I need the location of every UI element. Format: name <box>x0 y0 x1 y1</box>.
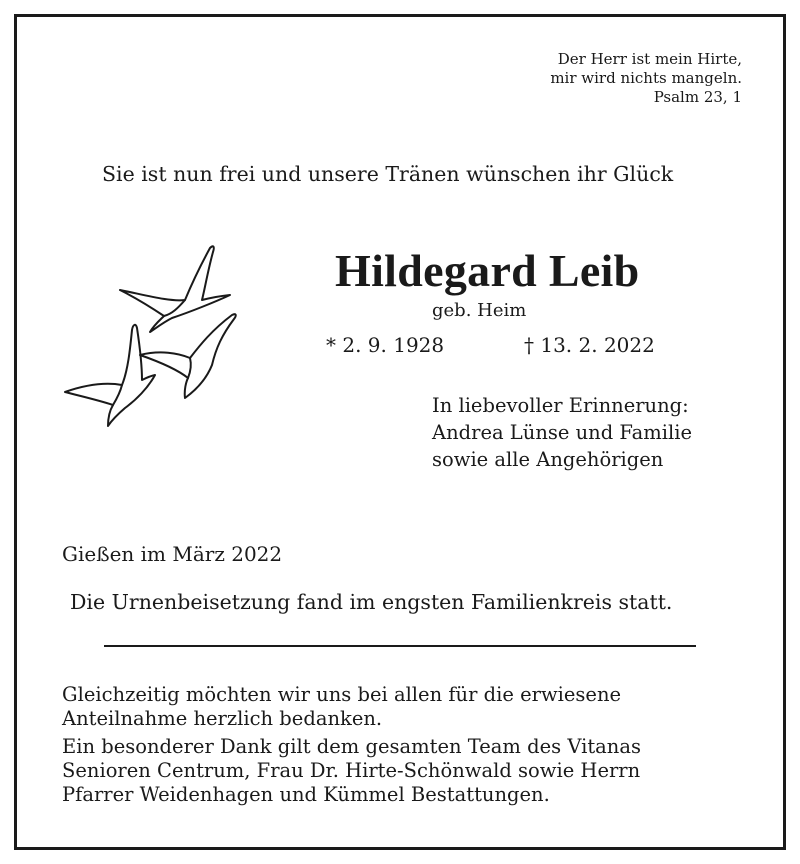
deceased-name: Hildegard Leib <box>335 245 640 296</box>
verse-line-2: mir wird nichts mangeln. <box>550 69 742 87</box>
thanks-p2-line-1: Ein besonderer Dank gilt dem gesamten Team des Vitanas <box>62 735 641 758</box>
burial-note: Die Urnenbeisetzung fand im engsten Familienkreis statt. <box>70 590 673 614</box>
bird-top-icon <box>120 246 230 332</box>
mourners-line-2: sowie alle Angehörigen <box>432 448 664 471</box>
bird-bottom-icon <box>65 325 155 426</box>
verse-reference: Psalm 23, 1 <box>653 88 742 106</box>
thanks-p2-line-3: Pfarrer Weidenhagen und Kümmel Bestattungen. <box>62 783 550 806</box>
birth-name: geb. Heim <box>432 300 527 321</box>
verse-line-1: Der Herr ist mein Hirte, <box>557 50 742 68</box>
flying-birds-icon <box>60 240 250 435</box>
thanks-p1-line-1: Gleichzeitig möchten wir uns bei allen für die erwiesene <box>62 683 622 706</box>
mourners-line-1: Andrea Lünse und Familie <box>432 421 692 444</box>
motto: Sie ist nun frei und unsere Tränen wünschen ihr Glück <box>102 162 674 186</box>
thanks-p2-line-2: Senioren Centrum, Frau Dr. Hirte-Schönwald sowie Herrn <box>62 759 641 782</box>
death-date: † 13. 2. 2022 <box>524 333 655 357</box>
birth-date: * 2. 9. 1928 <box>326 333 445 357</box>
mourners-intro: In liebevoller Erinnerung: <box>432 394 689 417</box>
thanks-p1-line-2: Anteilnahme herzlich bedanken. <box>62 707 383 730</box>
thanks-block <box>62 683 641 807</box>
place-date: Gießen im März 2022 <box>62 542 283 566</box>
bible-verse <box>342 50 742 107</box>
mourners-block <box>432 392 692 473</box>
divider-line <box>104 645 696 647</box>
